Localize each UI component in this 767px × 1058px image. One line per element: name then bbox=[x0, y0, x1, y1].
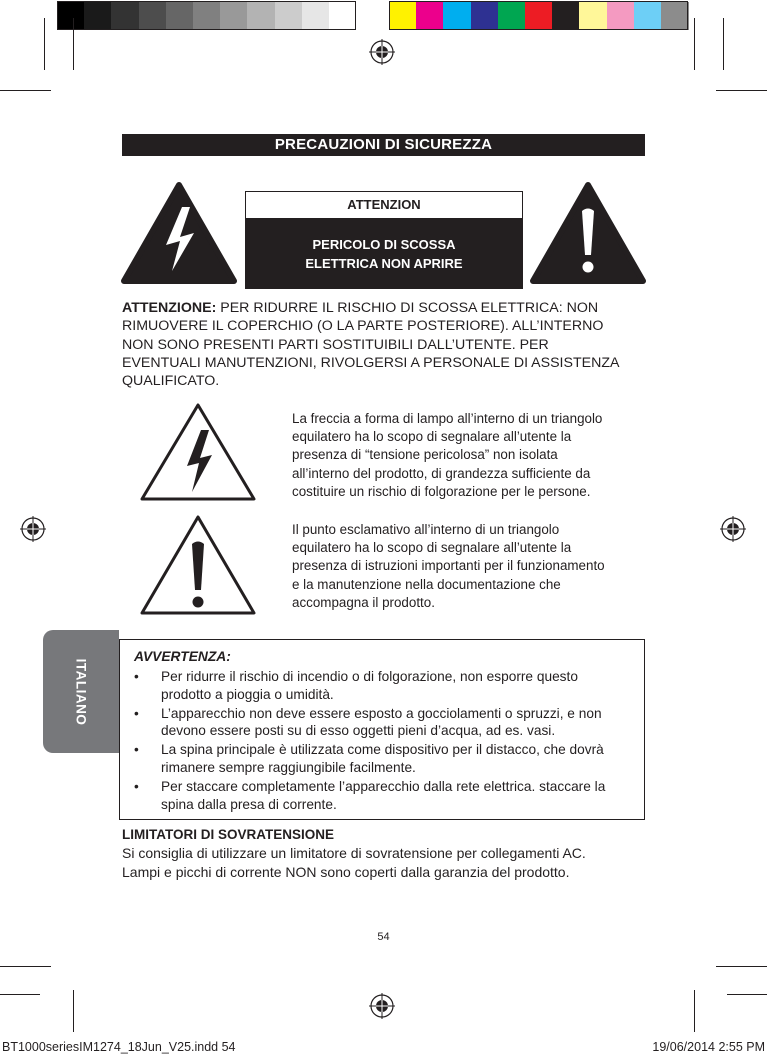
item-line: La spina principale è utilizzata come dispositivo per il distacco, che dovrà bbox=[161, 742, 604, 758]
surge-line: Lampi e picchi di corrente NON sono coperti dalla garanzia del prodotto. bbox=[122, 863, 570, 880]
exclamation-symbol-outline-icon bbox=[138, 512, 258, 618]
description-line: La freccia a forma di lampo all’interno di un triangolo bbox=[292, 411, 603, 426]
item-line: devono essere posti su di esso oggetti pieni d’acqua, ad es. vasi. bbox=[161, 723, 556, 739]
surge-title: LIMITATORI DI SOVRATENSIONE bbox=[122, 827, 335, 842]
caution-lead: ATTENZIONE: bbox=[122, 300, 217, 316]
warning-label-line2: ELETTRICA NON APRIRE bbox=[305, 256, 463, 271]
surge-line: Si consiglia di utilizzare un limitatore di sovratensione per collegamenti AC. bbox=[122, 845, 586, 861]
description-line: presenza di “tensione pericolosa” non isolata bbox=[292, 447, 558, 463]
avvertenza-box bbox=[119, 639, 645, 820]
description-line: equilatero ha lo scopo di segnalare all’utente la bbox=[292, 429, 572, 445]
page-title: PRECAUZIONI DI SICUREZZA bbox=[122, 134, 645, 156]
lightning-symbol-outline-icon bbox=[138, 400, 258, 504]
exclamation-warning-icon bbox=[529, 181, 647, 285]
caution-line: QUALIFICATO. bbox=[122, 373, 220, 390]
surge-body bbox=[122, 844, 642, 881]
warning-label-title: ATTENZION bbox=[246, 192, 522, 218]
item-line: rimanere sempre raggiungibile facilmente. bbox=[161, 759, 416, 775]
caution-line: RIMUOVERE IL COPERCHIO (O LA PARTE POSTERIORE). ALL’INTERNO bbox=[122, 318, 604, 335]
caution-line: EVENTUALI MANUTENZIONI, RIVOLGERSI A PERSONALE DI ASSISTENZA bbox=[122, 354, 620, 371]
item-line: Per staccare completamente l’apparecchio dalla rete elettrica. staccare la bbox=[161, 778, 606, 794]
electric-shock-warning-label bbox=[245, 191, 523, 289]
registration-mark-bottom-icon bbox=[369, 993, 395, 1019]
description-line: costituire un rischio di folgorazione per le persone. bbox=[292, 483, 591, 499]
bullet: • bbox=[134, 742, 139, 758]
item-line: spina dalla presa di corrente. bbox=[161, 796, 337, 812]
bullet: • bbox=[134, 669, 139, 684]
description-line: Il punto esclamativo all’interno di un triangolo bbox=[292, 522, 560, 537]
registration-mark-left-icon bbox=[20, 516, 46, 542]
description-line: presenza di istruzioni importanti per il funzionamento bbox=[292, 558, 605, 574]
item-line: prodotto a pioggia o umidità. bbox=[161, 686, 334, 702]
lightning-warning-icon bbox=[120, 181, 238, 285]
description-line: equilatero ha lo scopo di segnalare all’utente la bbox=[292, 540, 572, 556]
registration-mark-right-icon bbox=[720, 516, 746, 542]
exclamation-symbol-description bbox=[292, 521, 652, 612]
registration-mark-top-icon bbox=[369, 39, 395, 65]
item-line: Per ridurre il rischio di incendio o di folgorazione, non esporre questo bbox=[161, 669, 578, 684]
caution-paragraph bbox=[122, 299, 652, 390]
footer-timestamp: 19/06/2014 2:55 PM bbox=[652, 1040, 765, 1054]
description-line: e la manutenzione nella documentazione che bbox=[292, 576, 561, 592]
language-tab-label: ITALIANO bbox=[73, 658, 89, 725]
avvertenza-title: AVVERTENZA: bbox=[134, 649, 231, 664]
item-line: L’apparecchio non deve essere esposto a gocciolamenti o spruzzi, e non bbox=[161, 705, 602, 721]
caution-line: NON SONO PRESENTI PARTI SOSTITUIBILI DALL’UTENTE. PER bbox=[122, 336, 549, 353]
language-tab bbox=[43, 630, 119, 753]
footer-file-info: BT1000seriesIM1274_18Jun_V25.indd 54 bbox=[2, 1040, 236, 1054]
description-line: all’interno del prodotto, di grandezza sufficiente da bbox=[292, 465, 591, 481]
list-item bbox=[134, 705, 639, 741]
bullet: • bbox=[134, 705, 139, 721]
list-item bbox=[134, 741, 639, 777]
caution-line: PER RIDURRE IL RISCHIO DI SCOSSA ELETTRICA: NON bbox=[216, 300, 599, 316]
description-line: accompagna il prodotto. bbox=[292, 594, 435, 610]
color-swatch-frame bbox=[389, 1, 688, 30]
list-item bbox=[134, 668, 639, 704]
list-item bbox=[134, 778, 639, 814]
warning-label-line1: PERICOLO DI SCOSSA bbox=[312, 237, 456, 252]
avvertenza-list bbox=[134, 668, 639, 814]
page-number: 54 bbox=[377, 931, 390, 943]
bullet: • bbox=[134, 778, 139, 794]
gray-swatch-frame bbox=[57, 1, 356, 30]
lightning-symbol-description bbox=[292, 410, 652, 501]
